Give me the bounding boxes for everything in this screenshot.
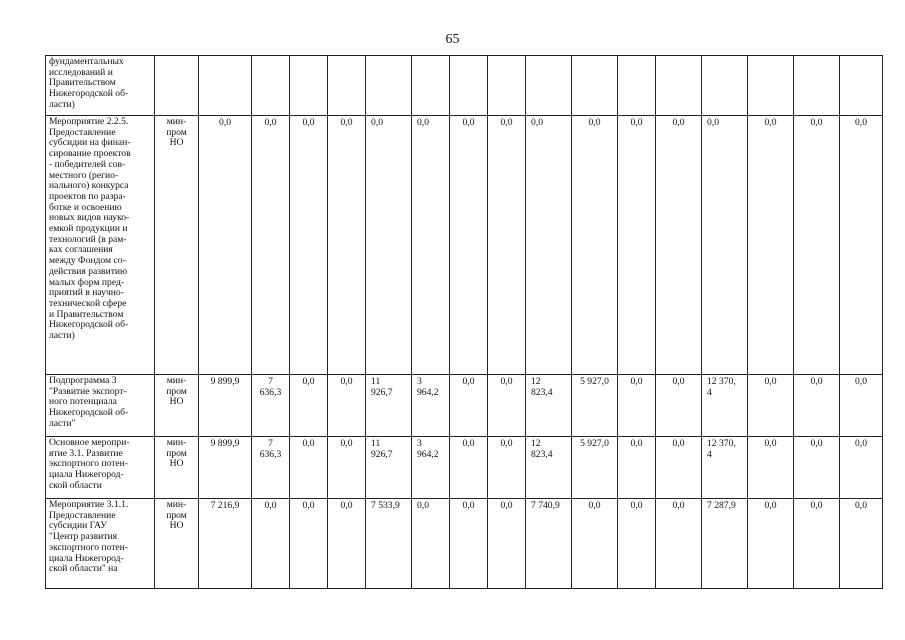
value-line: 0,0 bbox=[672, 376, 685, 387]
value-line: 11 bbox=[371, 376, 381, 387]
value-line: 4 bbox=[707, 448, 712, 460]
value-line: 0,0 bbox=[340, 438, 353, 449]
value-cell bbox=[328, 499, 366, 589]
value-line: 0,0 bbox=[219, 117, 231, 128]
measure-name-line: ласти) bbox=[49, 98, 75, 110]
value-cell bbox=[618, 375, 656, 437]
value-cell bbox=[412, 116, 450, 375]
measure-name-line: ботке и освоению bbox=[49, 201, 122, 213]
measure-name-line: ках соглашения bbox=[49, 244, 113, 256]
value-line: 964,2 bbox=[417, 448, 439, 460]
value-cell bbox=[840, 499, 883, 589]
measure-name-line: Мероприятие 2.2.5. bbox=[49, 116, 129, 127]
value-line: 7 533,9 bbox=[371, 500, 400, 511]
measure-name-cell bbox=[46, 56, 155, 116]
value-cell bbox=[794, 375, 840, 437]
value-line: 7 287,9 bbox=[707, 500, 736, 511]
value-line: 0,0 bbox=[340, 117, 353, 128]
executor-line: НО bbox=[169, 137, 184, 149]
value-line: 0,0 bbox=[707, 117, 719, 128]
value-cell bbox=[199, 375, 252, 437]
measure-name-line: Нижегородской об- bbox=[49, 319, 129, 331]
measure-name-line: - победителей сов- bbox=[49, 158, 126, 170]
value-cell bbox=[840, 56, 883, 116]
measure-name-line: Предоставление bbox=[49, 126, 116, 138]
measure-name-cell bbox=[46, 116, 155, 375]
value-cell bbox=[748, 56, 794, 116]
value-cell bbox=[450, 116, 488, 375]
value-cell bbox=[252, 56, 290, 116]
value-cell bbox=[328, 375, 366, 437]
value-cell bbox=[656, 375, 702, 437]
value-line: 0,0 bbox=[500, 376, 513, 387]
value-cell bbox=[290, 375, 328, 437]
measure-name-line: Правительством bbox=[49, 77, 116, 89]
measure-name-line: Нижегородской об- bbox=[49, 407, 129, 419]
value-cell bbox=[526, 499, 572, 589]
measure-name-cell bbox=[46, 375, 155, 437]
table-row bbox=[46, 499, 883, 589]
executor-cell bbox=[155, 499, 199, 589]
value-line: 9 899,9 bbox=[210, 376, 240, 387]
value-cell bbox=[618, 437, 656, 499]
value-line: 0,0 bbox=[340, 500, 353, 511]
value-cell bbox=[290, 56, 328, 116]
value-line: 0,0 bbox=[531, 117, 543, 128]
value-line: 0,0 bbox=[855, 376, 867, 387]
measure-name-line: Основное меропри- bbox=[49, 437, 130, 448]
value-line: 12 bbox=[531, 438, 541, 449]
page-number: 65 bbox=[445, 32, 460, 47]
table-row bbox=[46, 116, 883, 375]
value-cell bbox=[618, 56, 656, 116]
value-cell bbox=[412, 56, 450, 116]
value-line: 0,0 bbox=[764, 376, 777, 387]
value-cell bbox=[252, 375, 290, 437]
executor-line: НО bbox=[169, 520, 184, 532]
measure-name-line: технологий (в рам- bbox=[49, 233, 127, 245]
value-line: 0,0 bbox=[588, 117, 601, 128]
measure-name-line: субсидии ГАУ bbox=[49, 520, 108, 532]
value-cell bbox=[199, 116, 252, 375]
value-cell bbox=[702, 375, 748, 437]
value-cell bbox=[366, 437, 412, 499]
value-line: 0,0 bbox=[630, 500, 643, 511]
value-line: 0,0 bbox=[371, 117, 383, 128]
table-row bbox=[46, 56, 883, 116]
value-line: 0,0 bbox=[500, 117, 513, 128]
measure-name-line: ской области bbox=[49, 479, 102, 491]
value-cell bbox=[702, 56, 748, 116]
value-cell bbox=[572, 116, 618, 375]
value-cell bbox=[252, 499, 290, 589]
value-line: 5 927,0 bbox=[580, 438, 609, 449]
executor-line: НО bbox=[169, 458, 184, 470]
executor-line: пром bbox=[166, 509, 187, 521]
executor-line: НО bbox=[169, 396, 184, 408]
value-cell bbox=[366, 499, 412, 589]
value-cell bbox=[702, 499, 748, 589]
executor-line: пром bbox=[166, 385, 187, 397]
value-line: 0,0 bbox=[500, 438, 513, 449]
value-line: 0,0 bbox=[672, 117, 685, 128]
value-line: 0,0 bbox=[340, 376, 353, 387]
value-cell bbox=[412, 437, 450, 499]
value-line: 4 bbox=[707, 386, 712, 398]
value-line: 0,0 bbox=[630, 438, 643, 449]
measure-name-line: циала Нижегород- bbox=[49, 469, 124, 481]
value-cell bbox=[366, 375, 412, 437]
value-line: 0,0 bbox=[264, 500, 277, 511]
value-line: 636,3 bbox=[259, 386, 282, 398]
value-cell bbox=[748, 375, 794, 437]
value-line: 0,0 bbox=[462, 438, 475, 449]
value-line: 0,0 bbox=[672, 438, 685, 449]
measure-name-line: приятий в научно- bbox=[49, 287, 124, 299]
measure-name-line: ской области" на bbox=[49, 563, 118, 575]
value-line: 0,0 bbox=[764, 438, 777, 449]
value-line: 0,0 bbox=[810, 438, 823, 449]
value-cell bbox=[656, 56, 702, 116]
value-line: 0,0 bbox=[855, 500, 867, 511]
value-line: 0,0 bbox=[500, 500, 513, 511]
value-line: 7 bbox=[268, 438, 273, 449]
value-cell bbox=[328, 116, 366, 375]
value-line: 0,0 bbox=[264, 117, 277, 128]
measure-name-line: ного потенциала bbox=[49, 396, 117, 408]
value-line: 3 bbox=[417, 438, 422, 449]
value-line: 823,4 bbox=[531, 386, 553, 398]
measure-name-line: технической сфере bbox=[49, 297, 127, 309]
value-line: 7 bbox=[268, 376, 273, 387]
value-line: 0,0 bbox=[855, 117, 867, 128]
value-cell bbox=[328, 56, 366, 116]
measure-name-line: ятие 3.1. Развитие bbox=[49, 447, 123, 459]
measure-name-line: Мероприятие 3.1.1. bbox=[49, 499, 129, 510]
value-cell bbox=[702, 116, 748, 375]
value-cell bbox=[656, 437, 702, 499]
value-cell bbox=[572, 375, 618, 437]
measure-name-line: Предоставление bbox=[49, 509, 116, 521]
value-cell bbox=[199, 499, 252, 589]
value-line: 12 370, bbox=[707, 438, 736, 449]
value-line: 12 370, bbox=[707, 376, 736, 387]
value-line: 823,4 bbox=[531, 448, 553, 460]
value-line: 0,0 bbox=[462, 500, 475, 511]
value-cell bbox=[840, 437, 883, 499]
value-cell bbox=[290, 499, 328, 589]
measure-name-line: исследований и bbox=[49, 66, 113, 78]
value-cell bbox=[450, 437, 488, 499]
measure-name-line: между Фондом со- bbox=[49, 255, 126, 267]
value-line: 0,0 bbox=[462, 117, 475, 128]
value-line: 5 927,0 bbox=[580, 376, 609, 387]
value-line: 964,2 bbox=[417, 386, 439, 398]
value-cell bbox=[618, 499, 656, 589]
value-cell bbox=[328, 437, 366, 499]
value-line: 0,0 bbox=[810, 117, 823, 128]
table-row bbox=[46, 375, 883, 437]
value-cell bbox=[794, 116, 840, 375]
value-cell bbox=[748, 437, 794, 499]
measure-name-line: и Правительством bbox=[49, 308, 124, 320]
budget-table bbox=[45, 55, 883, 589]
value-line: 0,0 bbox=[810, 500, 823, 511]
measure-name-line: фундаментальных bbox=[49, 56, 124, 67]
value-line: 0,0 bbox=[302, 376, 315, 387]
value-cell bbox=[290, 116, 328, 375]
measure-name-line: емкой продукции и bbox=[49, 223, 128, 235]
measure-name-line: ласти) bbox=[49, 330, 75, 342]
value-cell bbox=[450, 499, 488, 589]
measure-name-line: Нижегородской об- bbox=[49, 88, 129, 100]
value-cell bbox=[840, 116, 883, 375]
value-cell bbox=[702, 437, 748, 499]
value-cell bbox=[488, 437, 526, 499]
value-line: 0,0 bbox=[302, 500, 315, 511]
measure-name-line: малых форм пред- bbox=[49, 276, 125, 288]
value-line: 0,0 bbox=[672, 500, 685, 511]
value-cell bbox=[656, 499, 702, 589]
value-cell bbox=[618, 116, 656, 375]
value-line: 0,0 bbox=[810, 376, 823, 387]
value-cell bbox=[572, 499, 618, 589]
value-line: 0,0 bbox=[764, 500, 777, 511]
measure-name-line: действия развитию bbox=[49, 265, 128, 277]
value-cell bbox=[252, 116, 290, 375]
value-line: 0,0 bbox=[417, 500, 429, 511]
value-cell bbox=[748, 116, 794, 375]
value-line: 0,0 bbox=[630, 376, 643, 387]
executor-line: мин- bbox=[166, 116, 187, 127]
value-cell bbox=[252, 437, 290, 499]
value-cell bbox=[526, 56, 572, 116]
value-cell bbox=[526, 375, 572, 437]
value-cell bbox=[450, 56, 488, 116]
value-cell bbox=[526, 437, 572, 499]
value-cell bbox=[526, 116, 572, 375]
measure-name-line: новых видов науко- bbox=[49, 212, 130, 224]
measure-name-line: экспортного потен- bbox=[49, 458, 128, 470]
value-cell bbox=[199, 56, 252, 116]
measure-name-line: "Развитие экспорт- bbox=[49, 385, 127, 397]
value-cell bbox=[199, 437, 252, 499]
executor-line: пром bbox=[166, 447, 187, 459]
measure-name-line: циала Нижегород- bbox=[49, 552, 124, 564]
value-line: 0,0 bbox=[855, 438, 867, 449]
executor-cell bbox=[155, 56, 199, 116]
value-cell bbox=[748, 499, 794, 589]
value-cell bbox=[794, 437, 840, 499]
executor-line: мин- bbox=[166, 437, 187, 448]
value-cell bbox=[290, 437, 328, 499]
value-cell bbox=[450, 375, 488, 437]
table-row bbox=[46, 437, 883, 499]
value-cell bbox=[572, 56, 618, 116]
measure-name-line: экспортного потен- bbox=[49, 541, 128, 553]
value-cell bbox=[488, 56, 526, 116]
measure-name-line: "Центр развития bbox=[49, 531, 117, 543]
value-line: 0,0 bbox=[302, 117, 315, 128]
value-line: 0,0 bbox=[588, 500, 601, 511]
measure-name-line: ласти" bbox=[49, 417, 76, 429]
value-cell bbox=[572, 437, 618, 499]
value-line: 0,0 bbox=[764, 117, 777, 128]
value-line: 3 bbox=[417, 376, 422, 387]
measure-name-line: сирование проектов bbox=[49, 148, 131, 160]
value-cell bbox=[412, 375, 450, 437]
value-line: 0,0 bbox=[630, 117, 643, 128]
measure-name-line: Подпрограмма 3 bbox=[49, 375, 117, 386]
value-cell bbox=[412, 499, 450, 589]
value-line: 9 899,9 bbox=[210, 438, 240, 449]
measure-name-cell bbox=[46, 499, 155, 589]
measure-name-line: проектов по разра- bbox=[49, 190, 126, 202]
value-cell bbox=[488, 116, 526, 375]
value-line: 11 bbox=[371, 438, 381, 449]
executor-cell bbox=[155, 116, 199, 375]
value-cell bbox=[366, 116, 412, 375]
value-line: 7 740,9 bbox=[531, 500, 560, 511]
value-line: 12 bbox=[531, 376, 541, 387]
executor-cell bbox=[155, 375, 199, 437]
value-cell bbox=[840, 375, 883, 437]
value-cell bbox=[794, 56, 840, 116]
value-line: 0,0 bbox=[417, 117, 429, 128]
value-cell bbox=[366, 56, 412, 116]
value-cell bbox=[794, 499, 840, 589]
value-line: 926,7 bbox=[371, 448, 393, 460]
measure-name-cell bbox=[46, 437, 155, 499]
executor-line: пром bbox=[166, 126, 187, 138]
value-cell bbox=[488, 499, 526, 589]
value-cell bbox=[656, 116, 702, 375]
measure-name-line: субсидии на финан- bbox=[49, 137, 131, 149]
executor-line: мин- bbox=[166, 375, 187, 386]
executor-cell bbox=[155, 437, 199, 499]
measure-name-line: местного (регио- bbox=[49, 169, 119, 181]
executor-line: мин- bbox=[166, 499, 187, 510]
value-line: 7 216,9 bbox=[210, 500, 240, 511]
measure-name-line: нального) конкурса bbox=[49, 180, 129, 192]
value-line: 0,0 bbox=[462, 376, 475, 387]
value-line: 0,0 bbox=[302, 438, 315, 449]
value-cell bbox=[488, 375, 526, 437]
value-line: 636,3 bbox=[259, 448, 282, 460]
value-line: 926,7 bbox=[371, 386, 393, 398]
